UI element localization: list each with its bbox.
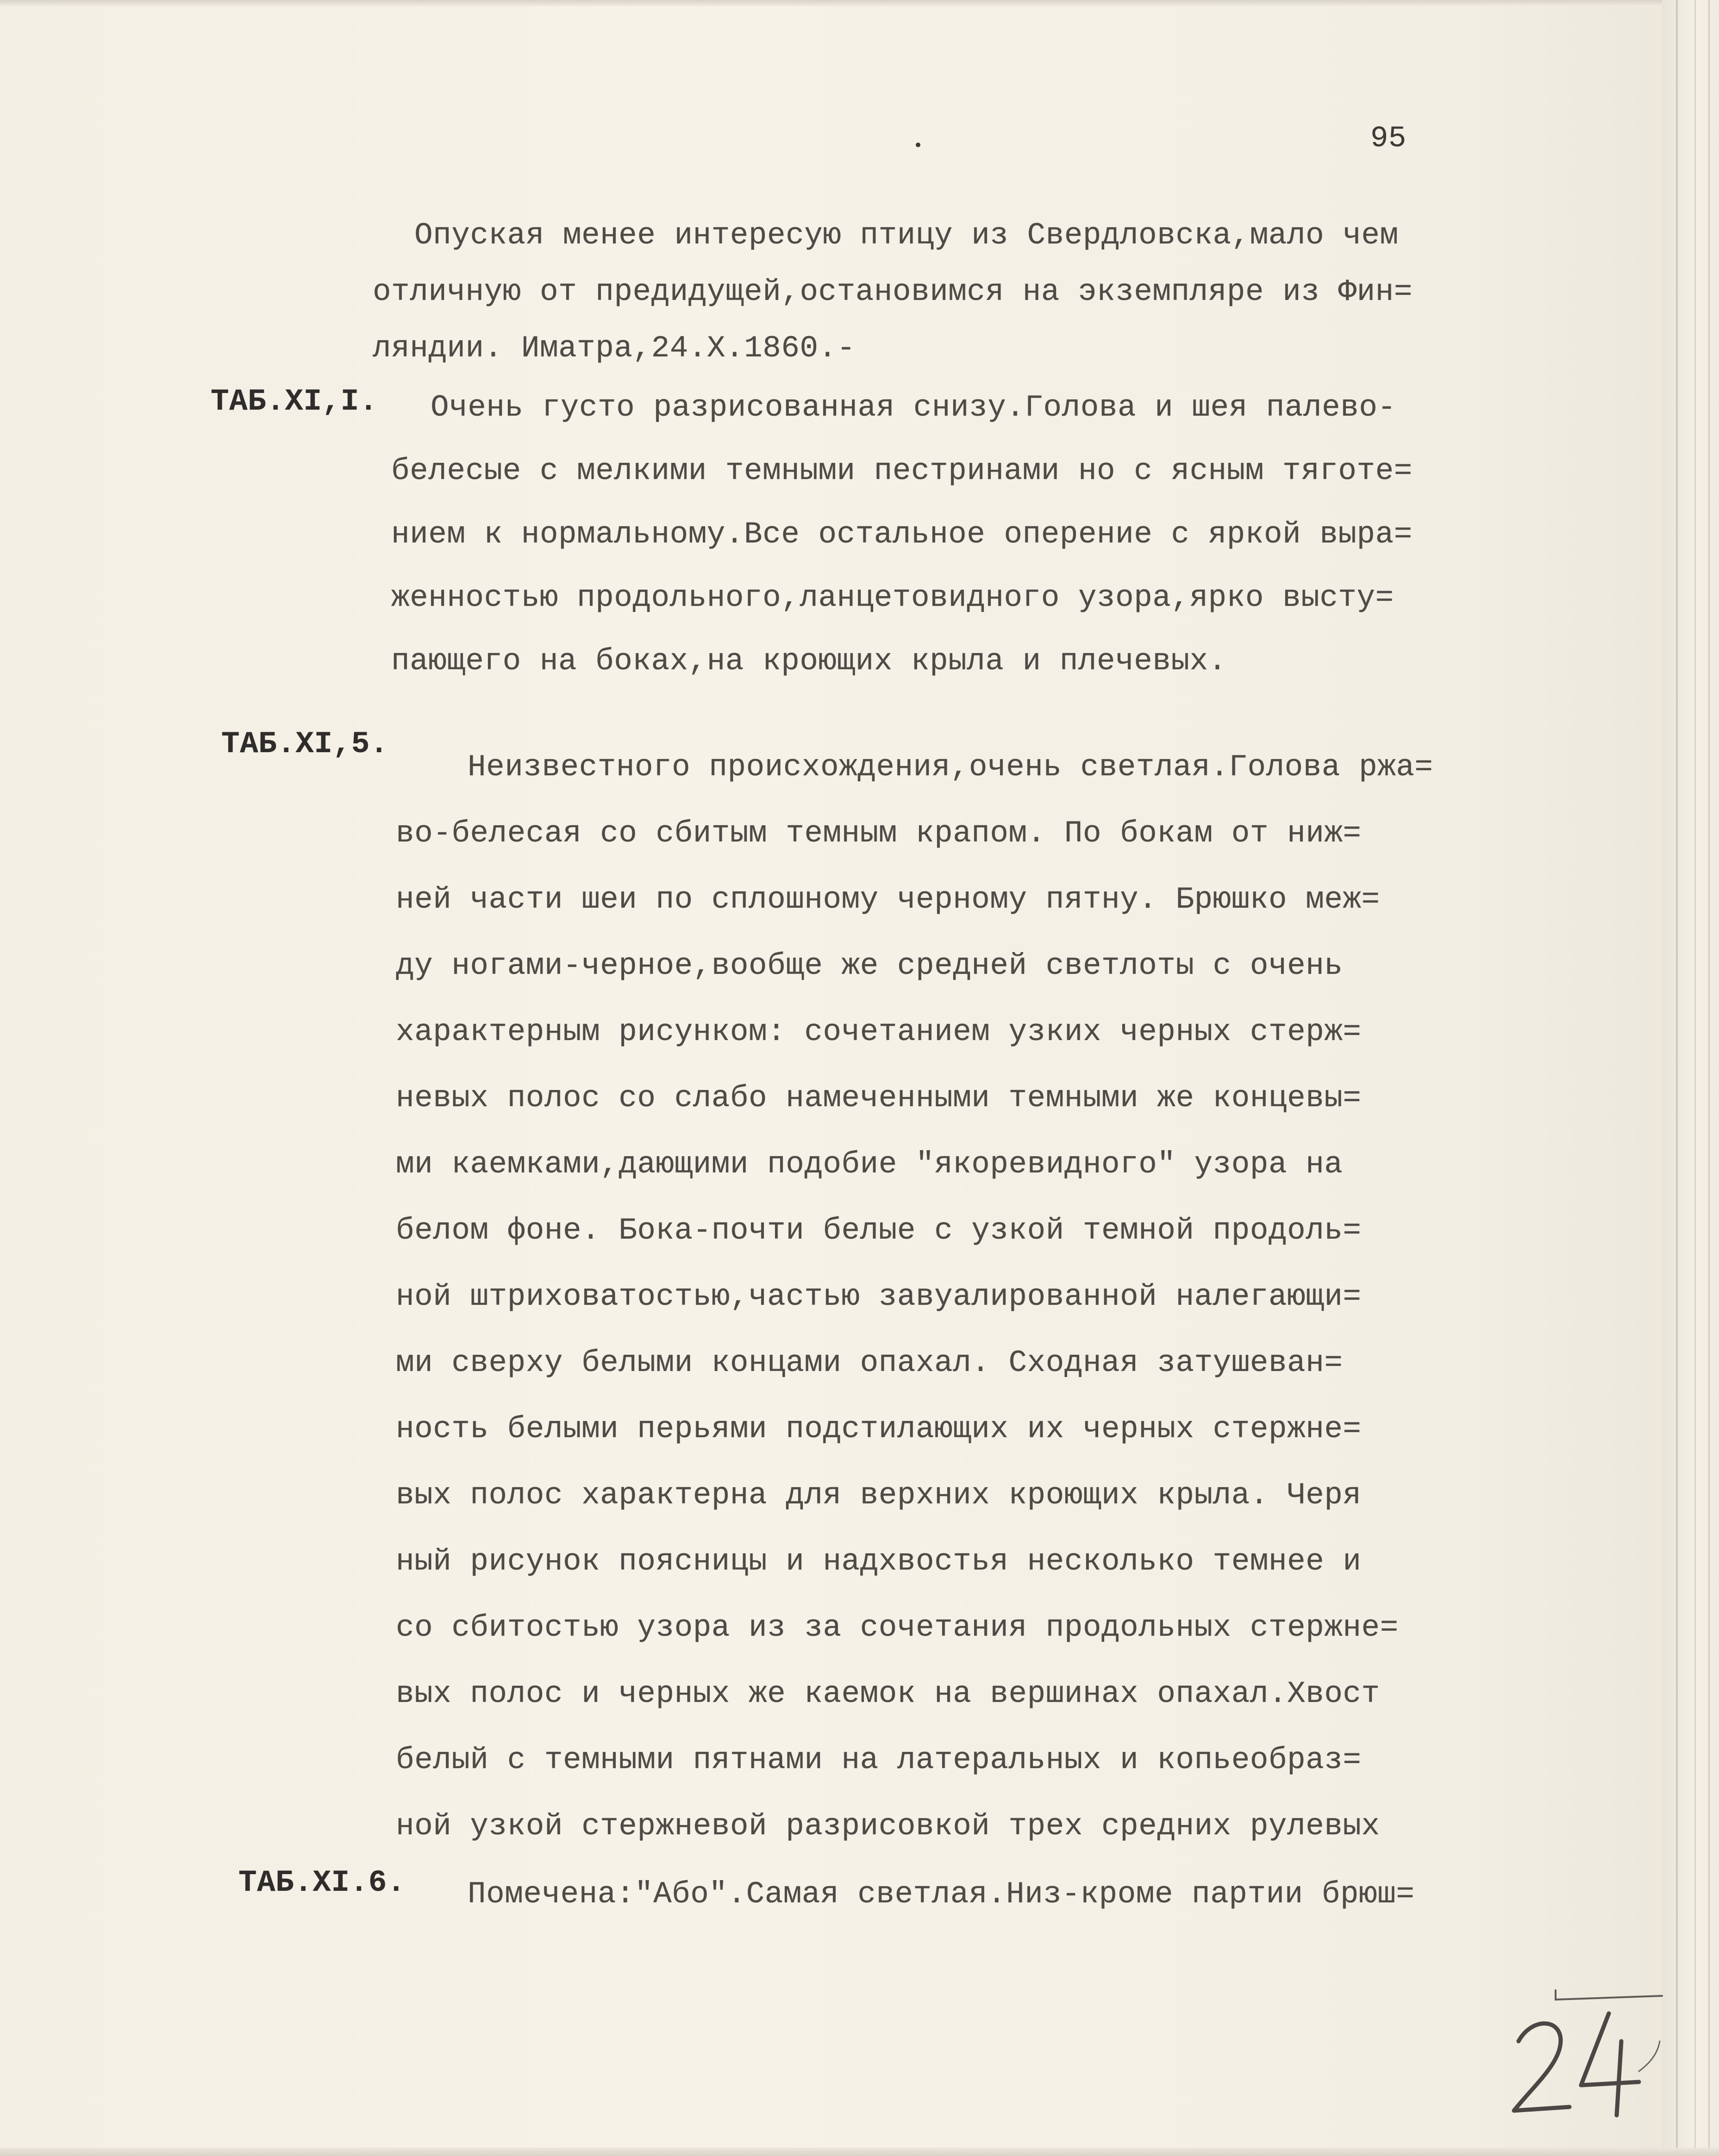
- entry-line: Неизвестного происхождения,очень светлая.Голова ржа=: [468, 750, 1433, 785]
- entry-label: ТАБ.XI,I.: [211, 384, 378, 419]
- intro-line: отличную от предидущей,остановимся на экземпляре из Фин=: [373, 274, 1413, 309]
- entry-line: вых полос характерна для верхних кроющих крыла. Черя: [396, 1478, 1362, 1513]
- entry-line: ней части шеи по сплошному черному пятну. Брюшко меж=: [396, 882, 1380, 917]
- entry-line: ность белыми перьями подстилающих их черных стержне=: [396, 1412, 1362, 1446]
- page-bottom-edge: [0, 2148, 1719, 2156]
- entry-line: ной узкой стержневой разрисовкой трех средних рулевых: [396, 1809, 1380, 1844]
- entry-line: белый с темными пятнами на латеральных и копьеобраз=: [396, 1743, 1362, 1777]
- entry-line: женностью продольного,ланцетовидного узора,ярко высту=: [391, 580, 1394, 615]
- entry-line: невых полос со слабо намеченными темными же концевы=: [396, 1081, 1362, 1115]
- entry-line: ду ногами-черное,вообще же средней светлоты с очень: [396, 948, 1343, 983]
- entry-line: пающего на боках,на кроющих крыла и плечевых.: [391, 644, 1227, 679]
- page-edge-line: [1694, 0, 1696, 2156]
- entry-line: Очень густо разрисованная снизу.Голова и шея палево-: [431, 390, 1396, 425]
- entry-line: белесые с мелкими темными пестринами но с ясным тяготе=: [391, 454, 1413, 488]
- entry-line: ной штриховатостью,частью завуалированной налегающи=: [396, 1279, 1362, 1314]
- entry-line: ми сверху белыми концами опахал. Сходная затушеван=: [396, 1346, 1343, 1380]
- entry-label: ТАБ.XI.6.: [238, 1865, 406, 1900]
- entry-line: во-белесая со сбитым темным крапом. По бокам от ниж=: [396, 816, 1362, 851]
- page-top-edge: [0, 0, 1719, 6]
- entry-line: вых полос и черных же каемок на вершинах опахал.Хвост: [396, 1676, 1380, 1711]
- entry-line: Помечена:"Або".Самая светлая.Низ-кроме партии брюш=: [468, 1877, 1415, 1912]
- handwritten-folio-number: [1500, 1972, 1667, 2125]
- entry-line: ный рисунок поясницы и надхвостья несколько темнее и: [396, 1544, 1362, 1579]
- ink-dot: [916, 143, 920, 147]
- entry-line: ми каемками,дающими подобие "якоревидного" узора на: [396, 1147, 1343, 1182]
- underlying-pages-edge: [1662, 0, 1719, 2156]
- intro-line: Опуская менее интересую птицу из Свердловска,мало чем: [414, 218, 1399, 253]
- entry-line: белом фоне. Бока-почти белые с узкой темной продоль=: [396, 1213, 1362, 1248]
- entry-line: характерным рисунком: сочетанием узких черных стерж=: [396, 1015, 1362, 1049]
- entry-line: со сбитостью узора из за сочетания продольных стержне=: [396, 1610, 1399, 1645]
- page-number: 95: [1370, 122, 1406, 156]
- intro-line: ляндии. Иматра,24.Х.1860.-: [373, 331, 856, 366]
- page-edge-line: [1708, 0, 1710, 2156]
- entry-label: ТАБ.XI,5.: [221, 727, 388, 761]
- entry-line: нием к нормальному.Все остальное оперение с яркой выра=: [391, 517, 1413, 552]
- page-edge-line: [1676, 0, 1678, 2156]
